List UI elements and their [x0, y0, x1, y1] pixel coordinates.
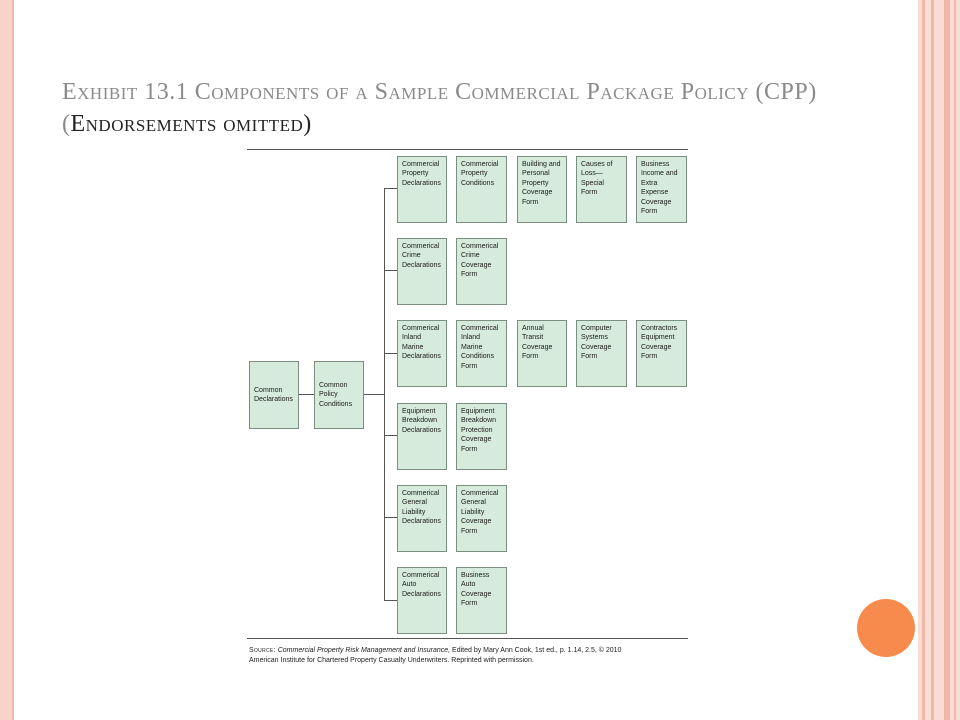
commercial-property-declarations-box: Commercial Property Declarations — [397, 156, 447, 223]
figure-top-rule — [247, 149, 688, 150]
connector-branch — [384, 270, 397, 271]
source-book-title: Commercial Property Risk Management and Insurance, — [277, 647, 451, 654]
slide-left-border — [0, 0, 12, 720]
source-label: Source: — [249, 647, 276, 654]
business-income-extra-expense-form-box: Business Income and Extra Expense Coverage Form — [636, 156, 687, 223]
connector-branch — [384, 353, 397, 354]
common-policy-conditions-box: Common Policy Conditions — [314, 361, 364, 429]
source-citation — [249, 646, 689, 666]
causes-of-loss-special-form-box: Causes of Loss— Special Form — [576, 156, 627, 223]
connector-branch — [384, 600, 397, 601]
slide-title-end: Endorsements omitted) — [70, 111, 312, 137]
connector-trunk — [384, 188, 385, 601]
figure-bottom-rule — [247, 638, 688, 639]
inland-marine-conditions-form-box: Commerical Inland Marine Conditions Form — [456, 320, 507, 387]
annual-transit-coverage-form-box: Annual Transit Coverage Form — [517, 320, 567, 387]
business-auto-coverage-form-box: Business Auto Coverage Form — [456, 567, 507, 634]
slide-right-stripe — [922, 0, 925, 720]
general-liability-declarations-box: Commerical General Liability Declarations — [397, 485, 447, 552]
equipment-breakdown-declarations-box: Equipment Breakdown Declarations — [397, 403, 447, 470]
connector-branch — [384, 517, 397, 518]
connector-branch — [384, 188, 397, 189]
commercial-property-conditions-box: Commercial Property Conditions — [456, 156, 507, 223]
auto-declarations-box: Commerical Auto Declarations — [397, 567, 447, 634]
crime-coverage-form-box: Commerical Crime Coverage Form — [456, 238, 507, 305]
slide-title — [62, 76, 882, 140]
equipment-breakdown-protection-form-box: Equipment Breakdown Protection Coverage Form — [456, 403, 507, 470]
slide-left-border-line — [12, 0, 14, 720]
connector-root-to-conditions — [298, 394, 314, 395]
connector-branch — [384, 435, 397, 436]
source-publisher: American Institute for Chartered Property Casualty Underwriters. Reprinted with permission. — [249, 657, 534, 664]
building-personal-property-form-box: Building and Personal Property Coverage Form — [517, 156, 567, 223]
slide-right-stripe — [954, 0, 956, 720]
decorative-orange-circle — [857, 599, 915, 657]
slide-right-stripe — [944, 0, 950, 720]
general-liability-coverage-form-box: Commerical General Liability Coverage Form — [456, 485, 507, 552]
slide-right-stripe — [931, 0, 934, 720]
common-declarations-box: Common Declarations — [249, 361, 299, 429]
source-details: Edited by Mary Ann Cook, 1st ed., p. 1.14, 2.5, © 2010 — [450, 647, 622, 654]
computer-systems-coverage-form-box: Computer Systems Coverage Form — [576, 320, 627, 387]
connector-conditions-to-trunk — [364, 394, 384, 395]
crime-declarations-box: Commerical Crime Declarations — [397, 238, 447, 305]
contractors-equipment-coverage-form-box: Contractors Equipment Coverage Form — [636, 320, 687, 387]
slide-title-main: Exhibit 13.1 Components of a Sample Commercial Package Policy (CPP) ( — [62, 79, 817, 137]
inland-marine-declarations-box: Commerical Inland Marine Declarations — [397, 320, 447, 387]
